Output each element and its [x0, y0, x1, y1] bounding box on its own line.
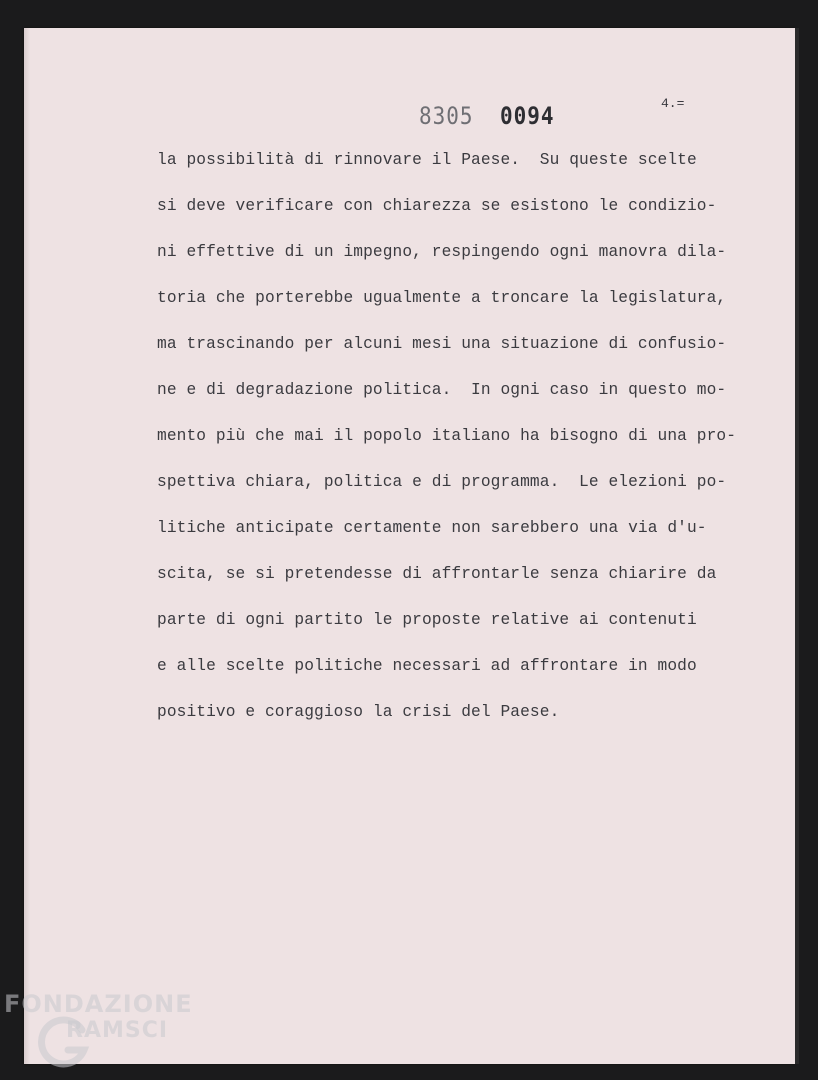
page-left-edge	[24, 28, 30, 1064]
watermark-line-1: FONDAZIONE	[4, 990, 193, 1018]
text-line: e alle scelte politiche necessari ad affrontare in modo	[157, 657, 697, 675]
page-right-edge	[795, 28, 799, 1064]
text-line: ne e di degradazione politica. In ogni caso in questo mo-	[157, 381, 727, 399]
text-line: ni effettive di un impegno, respingendo ogni manovra dila-	[157, 243, 727, 261]
text-line: spettiva chiara, politica e di programma. Le elezioni po-	[157, 473, 727, 491]
watermark-line-2: RAMSCI	[66, 1018, 169, 1043]
text-line: toria che porterebbe ugualmente a troncare la legislatura,	[157, 289, 727, 307]
text-line: positivo e coraggioso la crisi del Paese.	[157, 703, 560, 721]
typed-body-text	[157, 148, 757, 746]
text-line: la possibilità di rinnovare il Paese. Su queste scelte	[157, 151, 697, 169]
text-line: scita, se si pretendesse di affrontarle senza chiarire da	[157, 565, 717, 583]
text-line: parte di ogni partito le proposte relative ai contenuti	[157, 611, 697, 629]
page-number: 4.=	[661, 96, 685, 111]
text-line: ma trascinando per alcuni mesi una situazione di confusio-	[157, 335, 727, 353]
fondazione-gramsci-watermark	[4, 990, 204, 1070]
text-line: si deve verificare con chiarezza se esistono le condizio-	[157, 197, 717, 215]
text-line: litiche anticipate certamente non sarebbero una via d'u-	[157, 519, 707, 537]
text-line: mento più che mai il popolo italiano ha bisogno di una pro-	[157, 427, 737, 445]
archive-stamp-left-number: 8305	[419, 102, 474, 130]
archive-stamp-right-number: 0094	[500, 102, 555, 130]
